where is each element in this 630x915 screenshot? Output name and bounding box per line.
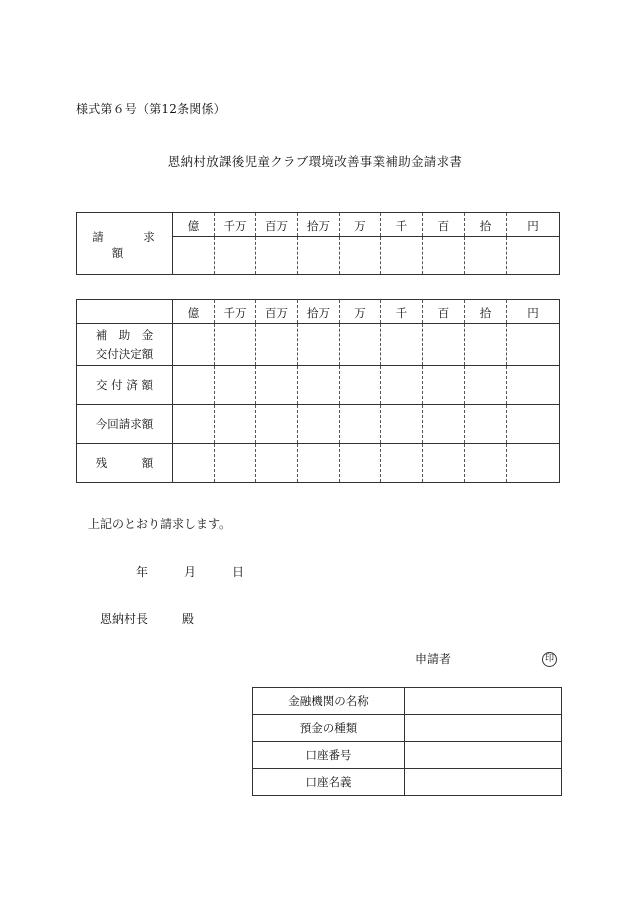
amount-digit-cell[interactable] [173,366,215,405]
amount-digit-cell[interactable] [423,366,465,405]
amount-digit-cell[interactable] [215,405,256,444]
amount-digit-cell[interactable] [381,366,423,405]
amount-digit-cell[interactable] [298,405,340,444]
document-title: 恩納村放課後児童クラブ環境改善事業補助金請求書 [167,154,463,169]
decided-amount-label-line1: 補 助 金 [95,327,154,342]
digit-header-en: 円 [507,213,560,237]
request-amount-label-text: 請 求 額 [92,229,195,260]
amount-digit-cell[interactable] [423,405,465,444]
applicant-label: 申請者 [415,652,452,666]
subsidy-breakdown-table [76,299,560,483]
digit-header-hyakuman: 百万 [256,300,298,324]
amount-digit-cell[interactable] [507,405,560,444]
amount-digit-cell[interactable] [298,444,340,483]
digit-header-hyaku: 百 [423,213,465,237]
amount-digit-cell[interactable] [381,444,423,483]
account-holder-field[interactable] [405,769,562,796]
account-number-label: 口座番号 [253,742,405,769]
digit-header-juman: 拾万 [298,213,340,237]
amount-digit-cell[interactable] [340,237,381,275]
digit-header-sen: 千 [381,213,423,237]
amount-digit-cell[interactable] [381,237,423,275]
digit-header-hyaku: 百 [423,300,465,324]
amount-digit-cell[interactable] [465,405,507,444]
amount-digit-cell[interactable] [173,405,215,444]
digit-header-senman: 千万 [215,300,256,324]
digit-header-ju: 拾 [465,300,507,324]
addressee-honorific: 殿 [182,612,195,626]
digit-header-oku: 億 [173,213,215,237]
amount-digit-cell[interactable] [298,237,340,275]
bank-name-field[interactable] [405,688,562,715]
digit-header-juman: 拾万 [298,300,340,324]
amount-digit-cell[interactable] [298,324,340,366]
current-request-label: 今回請求額 [77,405,173,444]
amount-digit-cell[interactable] [423,324,465,366]
amount-digit-cell[interactable] [215,444,256,483]
bank-account-table [252,687,562,796]
amount-digit-cell[interactable] [507,444,560,483]
amount-digit-cell[interactable] [215,366,256,405]
deposit-type-label: 預金の種類 [253,715,405,742]
amount-digit-cell[interactable] [381,405,423,444]
date-day-label: 日 [232,565,245,579]
amount-digit-cell[interactable] [173,444,215,483]
digit-header-hyakuman: 百万 [256,213,298,237]
request-amount-label [77,213,195,275]
request-amount-table [76,212,560,275]
amount-digit-cell[interactable] [215,237,256,275]
amount-digit-cell[interactable] [465,324,507,366]
amount-digit-cell[interactable] [173,324,215,366]
seal-mark [542,650,557,667]
amount-digit-cell[interactable] [256,444,298,483]
amount-digit-cell[interactable] [256,366,298,405]
form-number: 様式第６号（第12条関係） [76,102,226,116]
paid-amount-label: 交 付 済 額 [77,366,173,405]
digit-header-man: 万 [340,213,381,237]
amount-digit-cell[interactable] [340,366,381,405]
amount-digit-cell[interactable] [465,444,507,483]
amount-digit-cell[interactable] [256,324,298,366]
addressee-name: 恩納村長 [100,612,149,626]
amount-digit-cell[interactable] [340,444,381,483]
account-holder-label: 口座名義 [253,769,405,796]
seal-icon: 印 [542,652,557,667]
bank-name-label: 金融機関の名称 [253,688,405,715]
amount-digit-cell[interactable] [256,405,298,444]
amount-digit-cell[interactable] [340,324,381,366]
blank-header-cell [77,300,173,324]
date-month-label: 月 [184,565,197,579]
digit-header-man: 万 [340,300,381,324]
amount-digit-cell[interactable] [507,237,560,275]
digit-header-senman: 千万 [215,213,256,237]
amount-digit-cell[interactable] [256,237,298,275]
decided-amount-label-line2: 交付決定額 [95,346,154,361]
amount-digit-cell[interactable] [340,405,381,444]
amount-digit-cell[interactable] [423,444,465,483]
amount-digit-cell[interactable] [507,324,560,366]
confirmation-text: 上記のとおり請求します。 [88,517,232,531]
amount-digit-cell[interactable] [465,237,507,275]
amount-digit-cell[interactable] [381,324,423,366]
remaining-amount-label: 残 額 [77,444,173,483]
amount-digit-cell[interactable] [215,324,256,366]
account-number-field[interactable] [405,742,562,769]
amount-digit-cell[interactable] [423,237,465,275]
digit-header-oku: 億 [173,300,215,324]
digit-header-ju: 拾 [465,213,507,237]
deposit-type-field[interactable] [405,715,562,742]
amount-digit-cell[interactable] [507,366,560,405]
digit-header-en: 円 [507,300,560,324]
amount-digit-cell[interactable] [465,366,507,405]
decided-amount-label [77,324,173,366]
digit-header-sen: 千 [381,300,423,324]
date-year-label: 年 [136,565,149,579]
amount-digit-cell[interactable] [298,366,340,405]
